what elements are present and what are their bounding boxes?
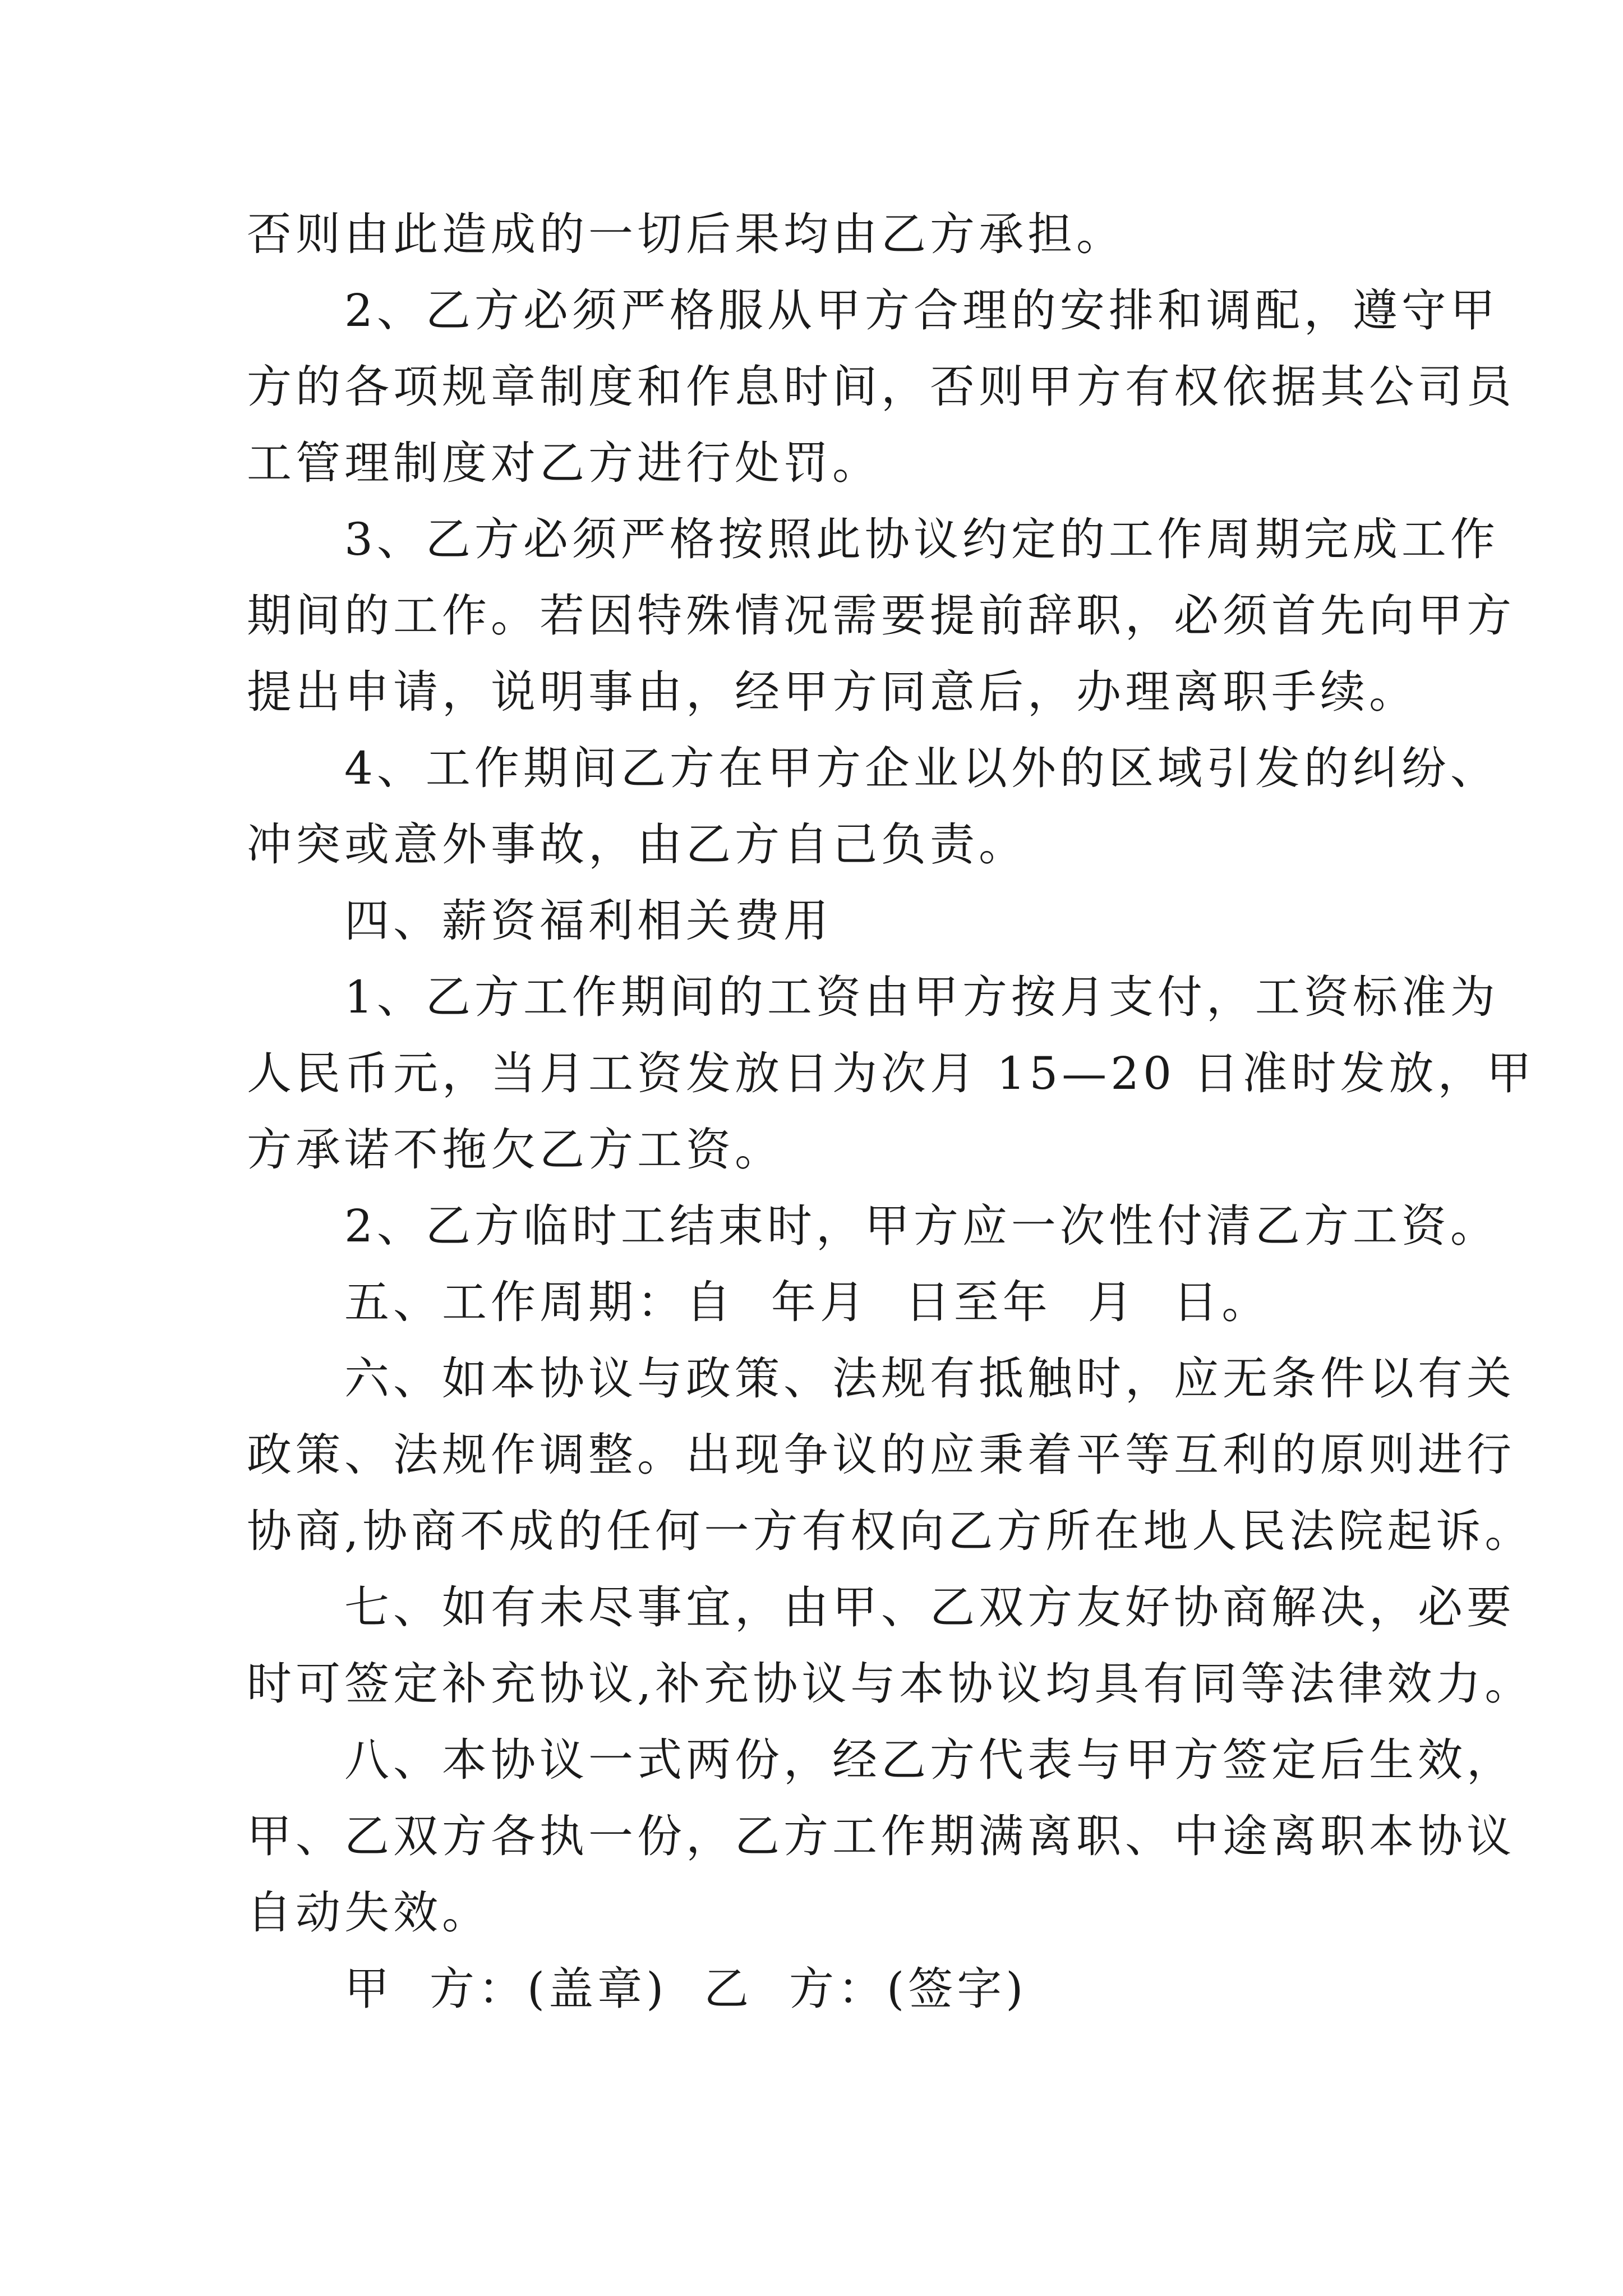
text-line: 时可签定补充协议,补充协议与本协议均具有同等法律效力。 [247,1658,1534,1710]
text-line: 八、本协议一式两份，经乙方代表与甲方签定后生效， [247,1734,1515,1786]
text-line: 协商,协商不成的任何一方有权向乙方所在地人民法院起诉。 [247,1505,1534,1557]
text-line: 六、如本协议与政策、法规有抵触时，应无条件以有关 [247,1352,1515,1405]
text-line: 方承诺不拖欠乙方工资。 [247,1124,783,1176]
text-line: 期间的工作。若因特殊情况需要提前辞职，必须首先向甲方 [247,590,1515,642]
text-line: 工管理制度对乙方进行处罚。 [247,437,881,489]
text-line: 人民币元，当月工资发放日为次月 15—20 日准时发放，甲 [247,1047,1536,1099]
text-line: 冲突或意外事故，由乙方自己负责。 [247,818,1027,871]
text-line: 政策、法规作调整。出现争议的应秉着平等互利的原则进行 [247,1429,1515,1481]
text-line: 3、乙方必须严格按照此协议约定的工作周期完成工作 [247,513,1499,565]
text-line: 自动失效。 [247,1887,491,1939]
section-heading: 四、薪资福利相关费用 [247,895,832,947]
text-line: 甲、乙双方各执一份，乙方工作期满离职、中途离职本协议 [247,1810,1515,1862]
text-line: 五、工作周期：自 年月 日至年 月 日。 [247,1276,1271,1328]
document-body [247,196,1536,2027]
text-line: 4、工作期间乙方在甲方企业以外的区域引发的纠纷、 [247,742,1499,794]
text-line: 2、乙方临时工结束时，甲方应一次性付清乙方工资。 [247,1200,1499,1252]
text-line: 方的各项规章制度和作息时间，否则甲方有权依据其公司员 [247,361,1515,413]
text-line: 七、如有未尽事宜，由甲、乙双方友好协商解决，必要 [247,1581,1515,1634]
text-line: 1、乙方工作期间的工资由甲方按月支付，工资标准为 [247,971,1499,1023]
text-line: 2、乙方必须严格服从甲方合理的安排和调配，遵守甲 [247,284,1499,337]
text-line: 否则由此造成的一切后果均由乙方承担。 [247,208,1125,260]
text-line: 提出申请，说明事由，经甲方同意后，办理离职手续。 [247,666,1418,718]
signature-line: 甲 方：(盖章) 乙 方：(签字) [247,1963,1027,2015]
